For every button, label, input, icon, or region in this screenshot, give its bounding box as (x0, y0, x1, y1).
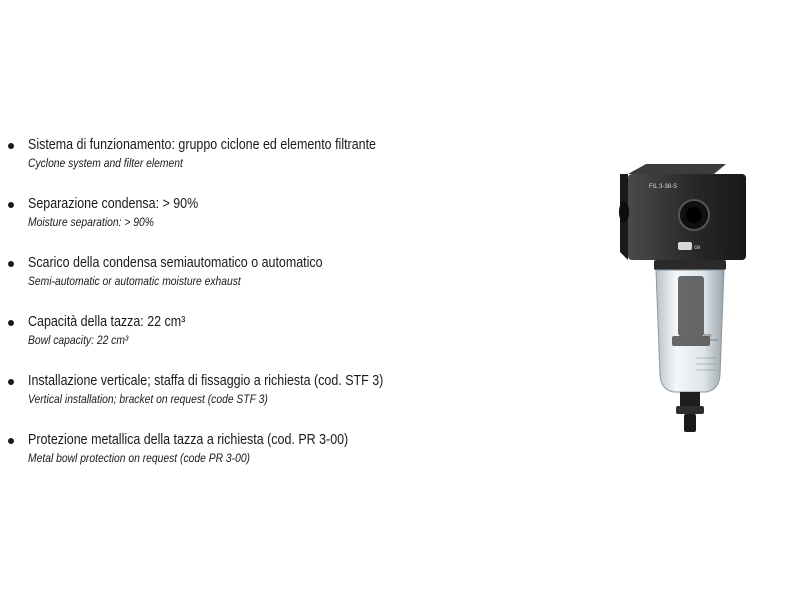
feature-item (8, 313, 528, 372)
filter-element (678, 276, 704, 336)
body-top-face (628, 164, 726, 174)
feature-text-italian: Scarico della condensa semiautomatico o automatico (28, 255, 323, 271)
bullet-icon (8, 261, 14, 267)
drain-valve (684, 414, 696, 432)
feature-text-english: Vertical installation; bracket on request (code STF 3) (28, 392, 268, 406)
bullet-icon (8, 379, 14, 385)
bullet-icon (8, 202, 14, 208)
drain-nut (680, 392, 700, 406)
drain-collar (676, 406, 704, 414)
feature-text-italian: Sistema di funzionamento: gruppo ciclone ed elemento filtrante (28, 137, 376, 153)
feature-text-english: Semi-automatic or automatic moisture exhaust (28, 274, 241, 288)
product-image-filter (606, 160, 756, 450)
feature-text-english: Cyclone system and filter element (28, 156, 183, 170)
port-hole (686, 207, 702, 223)
filter-illustration (606, 160, 756, 450)
model-label: FIL 3-38-S (649, 184, 678, 190)
feature-text-english: Bowl capacity: 22 cm³ (28, 333, 129, 347)
bullet-icon (8, 320, 14, 326)
brand-label: ce (694, 245, 701, 251)
feature-item (8, 195, 528, 254)
brand-logo (678, 242, 692, 250)
feature-text-italian: Protezione metallica della tazza a richiesta (cod. PR 3-00) (28, 432, 349, 448)
feature-text-italian: Separazione condensa: > 90% (28, 196, 199, 212)
feature-text-italian: Installazione verticale; staffa di fissaggio a richiesta (cod. STF 3) (28, 373, 384, 389)
feature-item (8, 136, 528, 195)
inlet-port (619, 201, 629, 223)
bowl-max-mark: max (702, 333, 712, 339)
feature-list (8, 136, 528, 490)
feature-item (8, 254, 528, 313)
bullet-icon (8, 143, 14, 149)
feature-item (8, 372, 528, 431)
bowl-ring (654, 260, 726, 270)
feature-text-english: Metal bowl protection on request (code PR 3-00) (28, 451, 251, 465)
feature-text-english: Moisture separation: > 90% (28, 215, 154, 229)
feature-item (8, 431, 528, 490)
bullet-icon (8, 438, 14, 444)
feature-text-italian: Capacità della tazza: 22 cm³ (28, 314, 186, 330)
